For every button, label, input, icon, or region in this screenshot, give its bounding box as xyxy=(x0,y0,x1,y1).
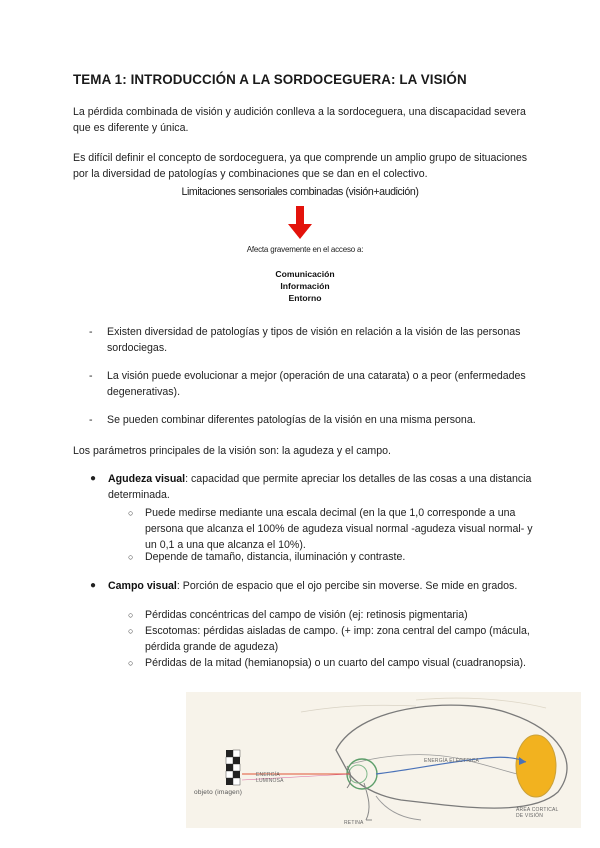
dash-item-text: Existen diversidad de patologías y tipos de visión en relación a la visión de las personas sordociegas. xyxy=(107,326,521,354)
cortex-label: ÁREA CORTICAL DE VISIÓN xyxy=(516,807,559,819)
sub-item-text: Puede medirse mediante una escala decimal (en la que 1,0 corresponde a una persona que alcanza el 100% de agudeza visual normal -agudeza visual normal- y un 0,1 a una que alcanza el 10%). xyxy=(145,507,533,551)
params-intro: Los parámetros principales de la visión son: la agudeza y el campo. xyxy=(73,445,391,457)
sub-list-item xyxy=(128,655,548,687)
intro-paragraph: Es difícil definir el concepto de sordoceguera, ya que comprende un amplio grupo de situaciones por la diversidad de patologías y combinaciones que se dan en el colectivo. xyxy=(73,152,528,180)
sub-list-item xyxy=(128,549,548,565)
bullet-dot-icon: ● xyxy=(90,580,97,591)
affected-areas-list xyxy=(0,268,600,304)
intro-paragraph: La pérdida combinada de visión y audición conlleva a la sordoceguera, una discapacidad severa que es diferente y única. xyxy=(73,106,526,134)
dash-item-text: La visión puede evolucionar a mejor (operación de una catarata) o a peor (enfermedades degenerativas). xyxy=(107,370,526,398)
circle-bullet-icon: ○ xyxy=(128,658,134,668)
light-energy-label: ENERGÍA LUMINOSA xyxy=(256,772,284,784)
visual-pathway-illustration xyxy=(186,692,581,828)
bullet-definition: : capacidad que permite apreciar los detalles de las cosas a una distancia determinada. xyxy=(108,473,532,501)
bullet-term: Campo visual xyxy=(108,580,177,592)
diagram-affects-text: Afecta gravemente en el acceso a: xyxy=(246,245,364,254)
dash-marker: - xyxy=(89,370,93,382)
sub-list-item xyxy=(128,607,548,623)
page-title: TEMA 1: INTRODUCCIÓN A LA SORDOCEGUERA: LA VISIÓN xyxy=(73,72,467,87)
sub-item-text: Escotomas: pérdidas aisladas de campo. (+ imp: zona central del campo (mácula, pérdida grande de agudeza) xyxy=(145,625,530,653)
circle-bullet-icon: ○ xyxy=(128,610,134,620)
object-label: objeto (imagen) xyxy=(194,789,243,796)
visual-cortex-area xyxy=(516,735,556,797)
bullet-dot-icon: ● xyxy=(90,473,97,484)
bullet-agudeza-visual xyxy=(90,471,530,505)
down-arrow-icon xyxy=(287,206,313,240)
diagram-heading: Limitaciones sensoriales combinadas (visión+audición) xyxy=(181,186,419,198)
circle-bullet-icon: ○ xyxy=(128,508,134,518)
dash-item-text: Se pueden combinar diferentes patologías de la visión en una misma persona. xyxy=(107,414,476,426)
sub-list-item xyxy=(128,623,548,655)
dash-list-item xyxy=(89,412,539,430)
circle-bullet-icon: ○ xyxy=(128,626,134,636)
affected-area: Información xyxy=(280,281,330,291)
sub-item-text: Depende de tamaño, distancia, iluminación y contraste. xyxy=(145,551,406,563)
dash-list-item xyxy=(89,368,539,402)
sub-item-text: Pérdidas concéntricas del campo de visión (ej: retinosis pigmentaria) xyxy=(145,609,468,621)
bullet-definition: : Porción de espacio que el ojo percibe sin moverse. Se mide en grados. xyxy=(176,580,518,592)
sub-item-text: Pérdidas de la mitad (hemianopsia) o un cuarto del campo visual (cuadranopsia). xyxy=(145,657,526,669)
bullet-term: Agudeza visual xyxy=(108,473,186,485)
dash-list-item xyxy=(89,324,539,358)
dash-marker: - xyxy=(89,414,93,426)
object-checkerboard-icon xyxy=(226,750,240,785)
affected-area: Comunicación xyxy=(275,269,335,279)
sensory-limitations-diagram xyxy=(0,186,600,306)
dash-marker: - xyxy=(89,326,93,338)
retina-label: RETINA xyxy=(344,820,364,826)
sub-list-item xyxy=(128,505,548,553)
circle-bullet-icon: ○ xyxy=(128,552,134,562)
affected-area: Entorno xyxy=(288,293,322,303)
electric-energy-label: ENERGÍA ELÉCTRICA xyxy=(424,758,480,764)
